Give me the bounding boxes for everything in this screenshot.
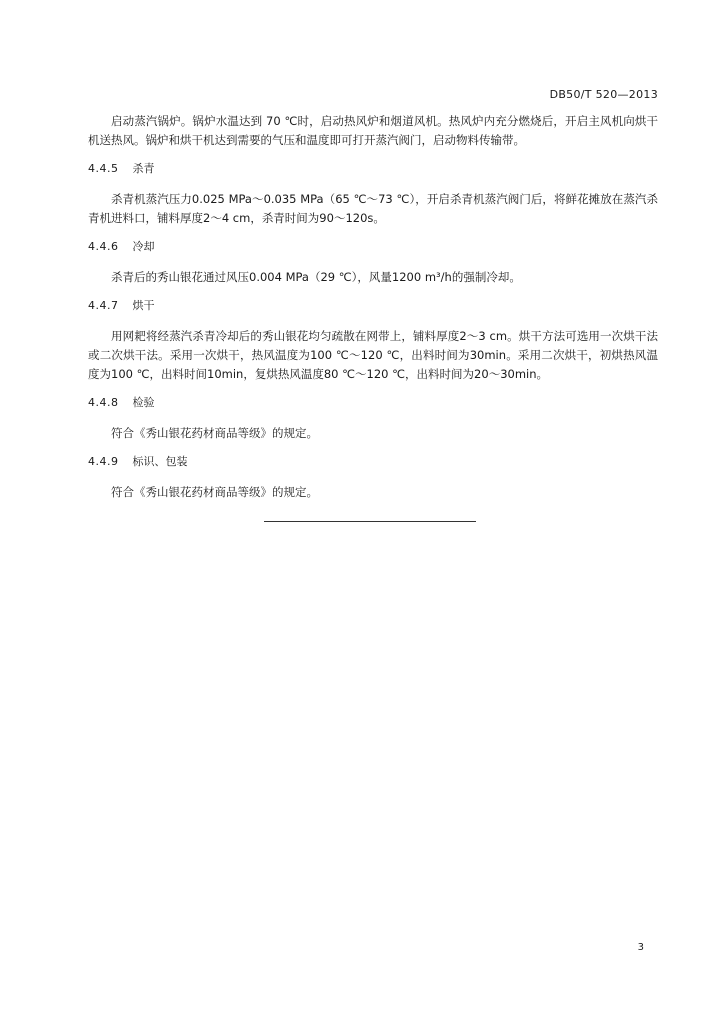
document-body <box>88 112 658 511</box>
page-number: 3 <box>637 942 644 953</box>
section-paragraph-4-4-6: 杀青后的秀山银花通过风压0.004 MPa（29 ℃），风量1200 m³/h的强制冷却。 <box>111 270 521 284</box>
section-paragraph-4-4-5: 杀青机蒸汽压力0.025 MPa～0.035 MPa（65 ℃～73 ℃），开启杀青机蒸汽阀门后，将鲜花摊放在蒸汽杀青机进料口，铺料厚度2～4 cm，杀青时间为90～120s。 <box>88 192 658 225</box>
section-title: 杀青 <box>132 162 155 175</box>
section-heading-4-4-5 <box>88 159 658 178</box>
section-title: 冷却 <box>132 240 155 253</box>
section-number: 4.4.8 <box>88 396 119 409</box>
section-number: 4.4.7 <box>88 299 119 312</box>
section-paragraph-4-4-8: 符合《秀山银花药材商品等级》的规定。 <box>111 426 318 440</box>
section-paragraph-4-4-9: 符合《秀山银花药材商品等级》的规定。 <box>111 485 318 499</box>
section-heading-4-4-7 <box>88 296 658 315</box>
section-number: 4.4.6 <box>88 240 119 253</box>
end-of-document-rule <box>264 521 476 522</box>
section-heading-4-4-8 <box>88 393 658 412</box>
section-title: 检验 <box>132 396 155 409</box>
section-title: 标识、包装 <box>132 455 188 468</box>
section-number: 4.4.9 <box>88 455 119 468</box>
section-title: 烘干 <box>132 299 155 312</box>
section-heading-4-4-6 <box>88 237 658 256</box>
intro-paragraph: 启动蒸汽锅炉。锅炉水温达到 70 ℃时，启动热风炉和烟道风机。热风炉内充分燃烧后，开启主风机向烘干机送热风。锅炉和烘干机达到需要的气压和温度即可打开蒸汽阀门，启动物料传输带。 <box>88 114 658 147</box>
section-number: 4.4.5 <box>88 162 119 175</box>
section-heading-4-4-9 <box>88 452 658 471</box>
standard-code: DB50/T 520—2013 <box>549 88 658 101</box>
section-paragraph-4-4-7: 用网耙将经蒸汽杀青冷却后的秀山银花均匀疏散在网带上，铺料厚度2～3 cm。烘干方法可选用一次烘干法或二次烘干法。采用一次烘干，热风温度为100 ℃～120 ℃，出料时间为30min。采用二次烘干，初烘热风温度为100 ℃，出料时间10min，复烘热风温度80 ℃～120 ℃，出料时间为20～30min。 <box>88 329 658 381</box>
